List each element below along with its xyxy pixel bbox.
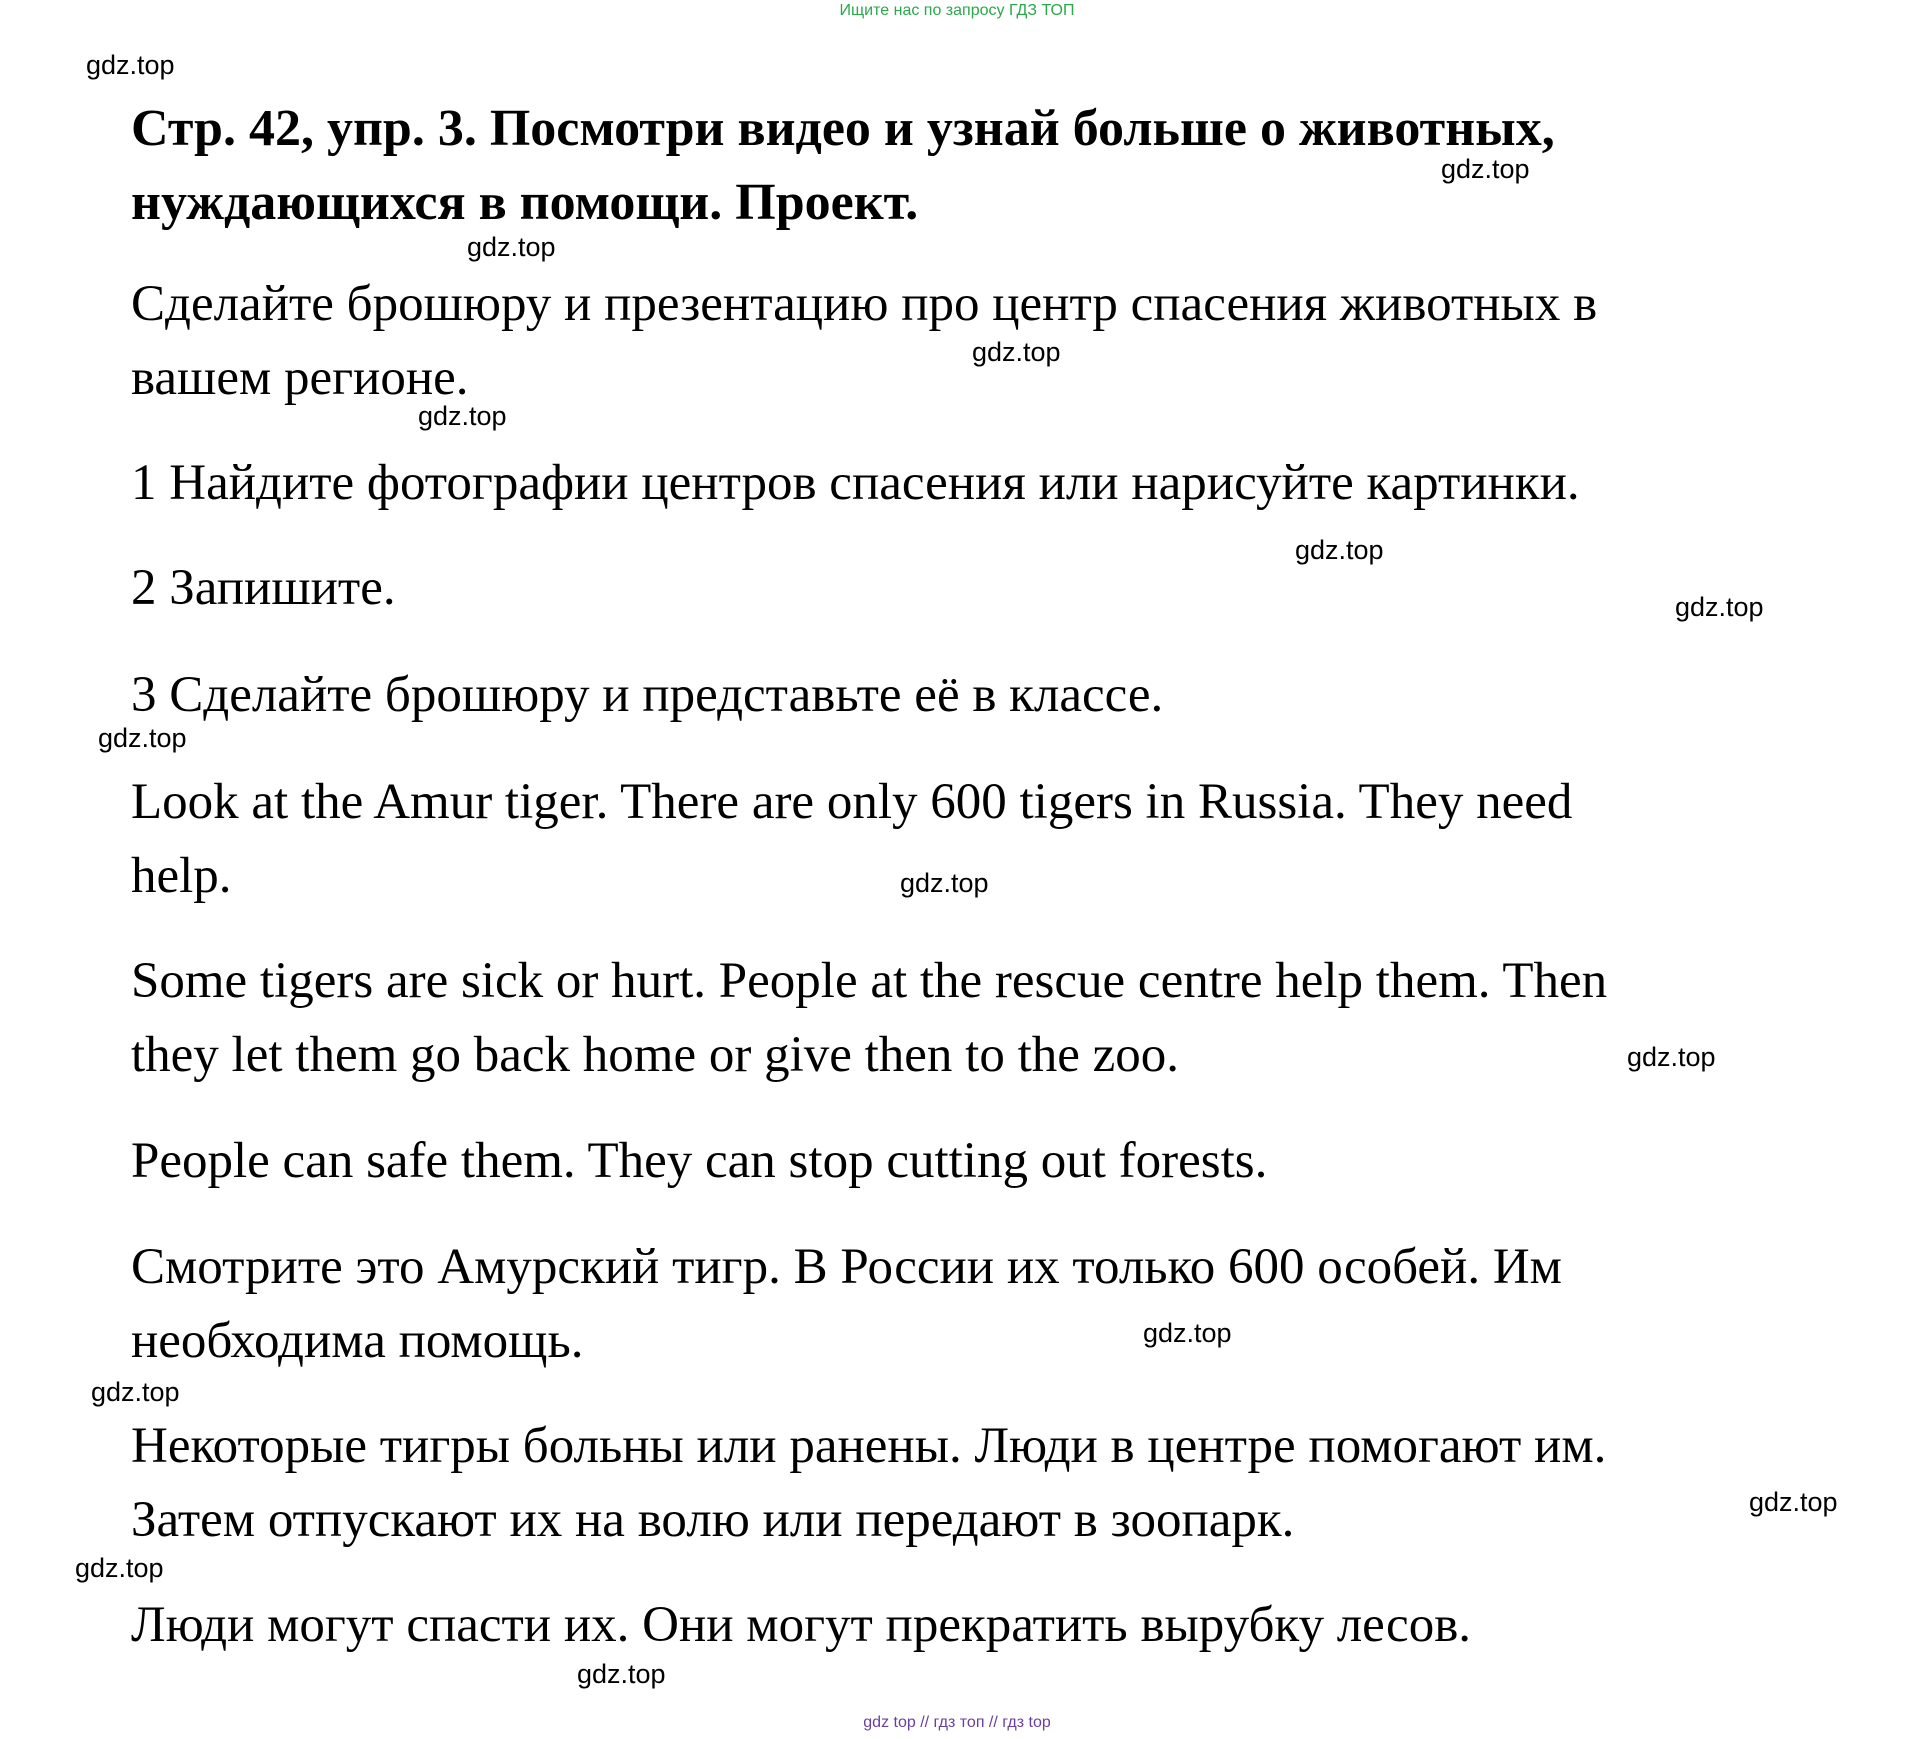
watermark: gdz.top [86, 50, 175, 80]
footer-links: gdz top // гдз топ // гдз top [863, 1714, 1051, 1731]
watermark: gdz.top [577, 1659, 666, 1689]
watermark: gdz.top [1675, 592, 1764, 622]
watermark: gdz.top [1441, 154, 1530, 184]
step-1: 1 Найдите фотографии центров спасения или нарисуйте картинки. [131, 455, 1580, 511]
english-line-5: People can safe them. They can stop cutting out forests. [131, 1133, 1268, 1189]
watermark: gdz.top [900, 868, 989, 898]
task-line-2: вашем регионе. [131, 350, 469, 406]
watermark: gdz.top [467, 232, 556, 262]
title-line-1: Стр. 42, упр. 3. Посмотри видео и узнай больше о животных, [131, 100, 1555, 157]
watermark: gdz.top [418, 401, 507, 431]
exercise-title [131, 92, 1831, 240]
watermark: gdz.top [1143, 1318, 1232, 1348]
russian-line-1: Смотрите это Амурский тигр. В России их только 600 особей. Им [131, 1239, 1562, 1295]
russian-line-2: необходима помощь. [131, 1313, 584, 1369]
russian-line-3: Некоторые тигры больны или ранены. Люди в центре помогают им. [131, 1418, 1607, 1474]
watermark: gdz.top [91, 1377, 180, 1407]
watermark: gdz.top [1749, 1487, 1838, 1517]
watermark: gdz.top [1627, 1042, 1716, 1072]
watermark: gdz.top [98, 723, 187, 753]
english-line-4: they let them go back home or give then to the zoo. [131, 1027, 1180, 1083]
russian-line-5: Люди могут спасти их. Они могут прекратить вырубку лесов. [131, 1597, 1472, 1653]
russian-line-4: Затем отпускают их на волю или передают в зоопарк. [131, 1492, 1295, 1548]
english-line-2: help. [131, 848, 232, 904]
english-line-3: Some tigers are sick or hurt. People at the rescue centre help them. Then [131, 953, 1608, 1009]
top-banner: Ищите нас по запросу ГДЗ ТОП [839, 2, 1075, 19]
task-line-1: Сделайте брошюру и презентацию про центр спасения животных в [131, 276, 1598, 332]
english-line-1: Look at the Amur tiger. There are only 600 tigers in Russia. They need [131, 774, 1573, 830]
title-line-2: нуждающихся в помощи. Проект. [131, 174, 919, 231]
watermark: gdz.top [972, 337, 1061, 367]
watermark: gdz.top [75, 1553, 164, 1583]
step-3: 3 Сделайте брошюру и представьте её в классе. [131, 667, 1164, 723]
watermark: gdz.top [1295, 535, 1384, 565]
step-2: 2 Запишите. [131, 560, 396, 616]
